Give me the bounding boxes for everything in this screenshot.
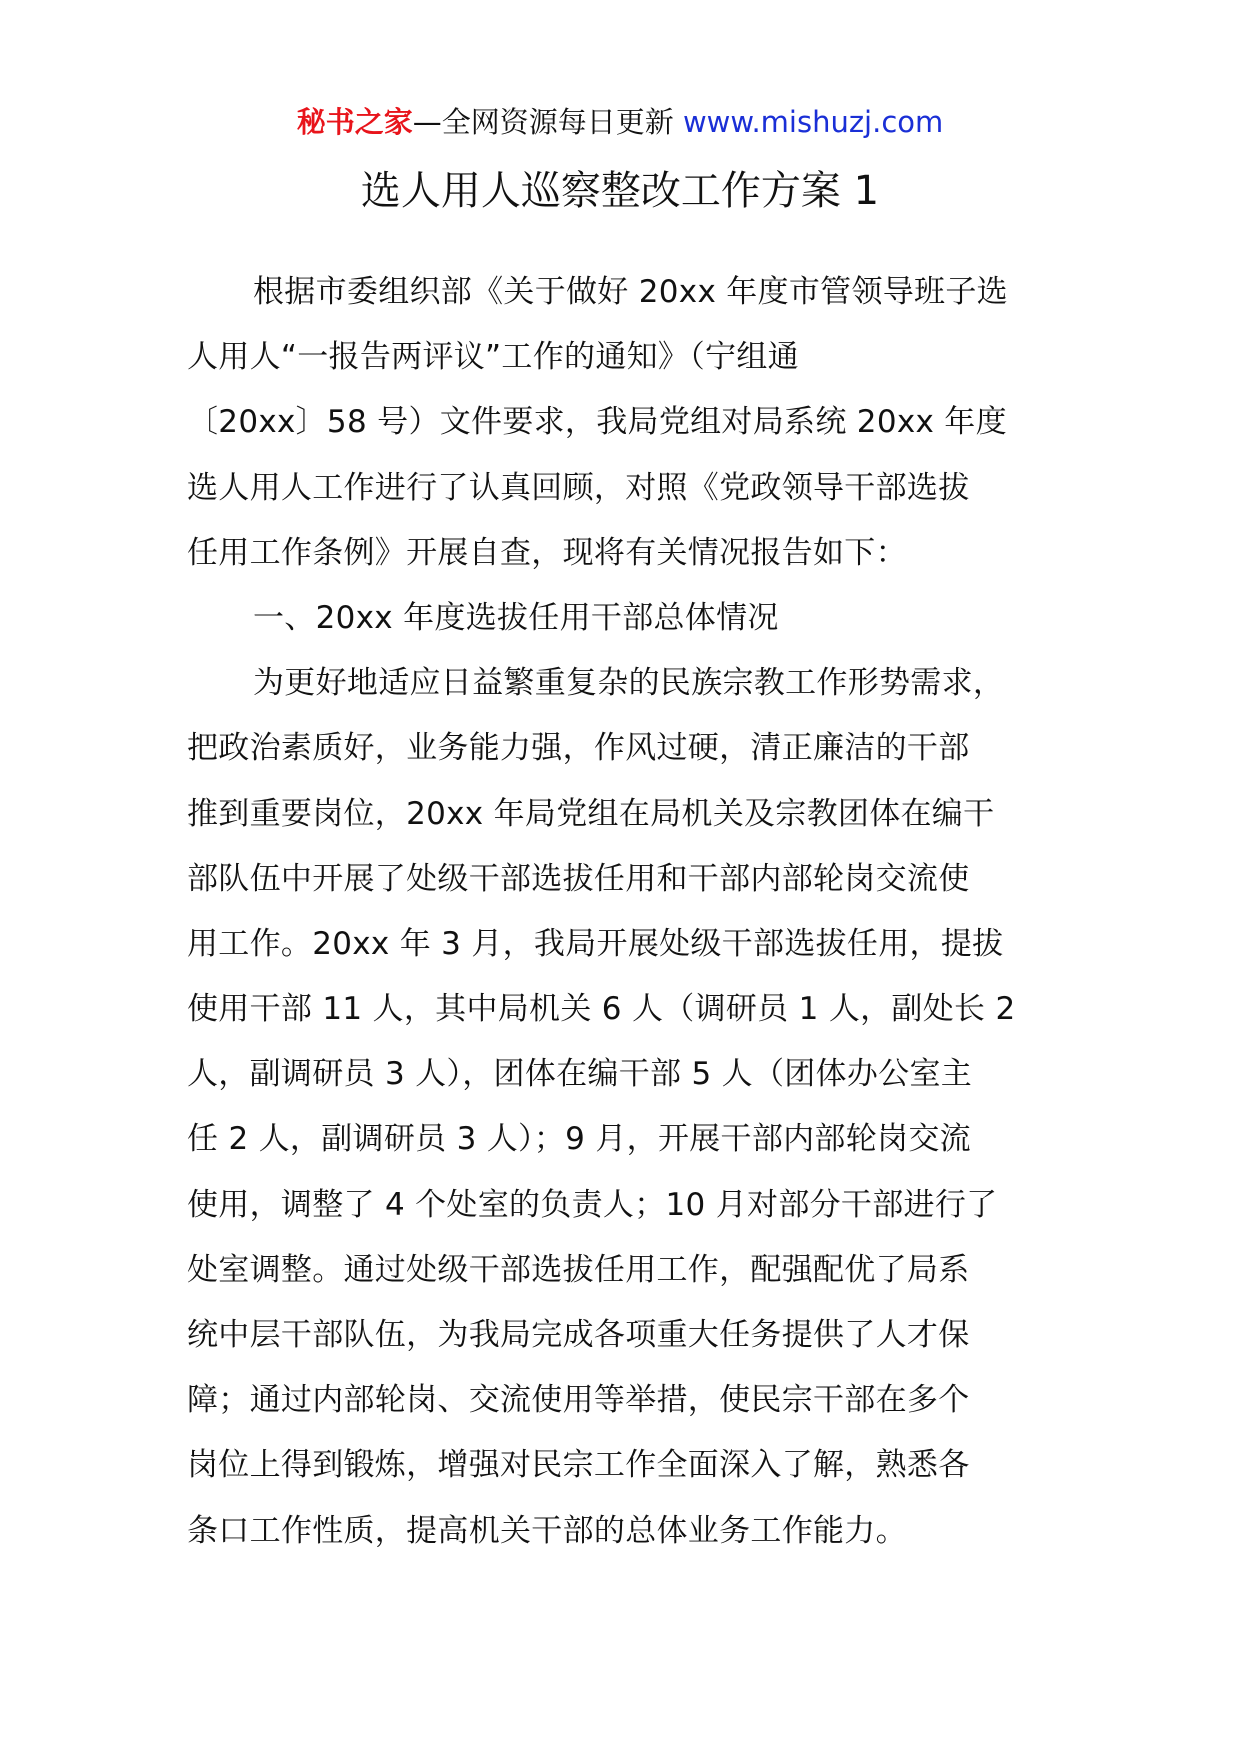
paragraph-line: 障；通过内部轮岗、交流使用等举措，使民宗干部在多个 bbox=[187, 1382, 970, 1419]
paragraph-line: 〔20xx〕58 号）文件要求，我局党组对局系统 20xx 年度 bbox=[187, 404, 1007, 441]
paragraph-line: 选人用人工作进行了认真回顾，对照《党政领导干部选拔 bbox=[187, 469, 970, 506]
paragraph-line: 人，副调研员 3 人），团体在编干部 5 人（团体办公室主 bbox=[187, 1056, 973, 1093]
paragraph-line: 用工作。20xx 年 3 月，我局开展处级干部选拔任用，提拔 bbox=[187, 925, 1004, 962]
paragraph-line: 条口工作性质，提高机关干部的总体业务工作能力。 bbox=[187, 1512, 907, 1549]
paragraph-line: 人用人“一报告两评议”工作的通知》（宁组通 bbox=[187, 339, 799, 376]
site-url[interactable]: www.mishuzj.com bbox=[682, 105, 944, 139]
paragraph-line: 统中层干部队伍，为我局完成各项重大任务提供了人才保 bbox=[187, 1317, 970, 1353]
paragraph-line: 使用干部 11 人，其中局机关 6 人（调研员 1 人，副处长 2 bbox=[187, 991, 1016, 1028]
brand-name: 秘书之家 bbox=[296, 105, 413, 139]
section-heading: 一、20xx 年度选拔任用干部总体情况 bbox=[253, 599, 779, 636]
header-slogan: —全网资源每日更新 bbox=[412, 105, 674, 139]
paragraph-line: 任用工作条例》开展自查，现将有关情况报告如下： bbox=[187, 534, 907, 571]
site-header bbox=[0, 102, 1240, 142]
paragraph-line: 部队伍中开展了处级干部选拔任用和干部内部轮岗交流使 bbox=[187, 860, 970, 897]
paragraph-line: 把政治素质好，业务能力强，作风过硬，清正廉洁的干部 bbox=[187, 730, 970, 767]
paragraph-line: 使用，调整了 4 个处室的负责人；10 月对部分干部进行了 bbox=[187, 1186, 998, 1223]
paragraph-line: 推到重要岗位，20xx 年局党组在局机关及宗教团体在编干 bbox=[187, 795, 995, 832]
paragraph-line: 根据市委组织部《关于做好 20xx 年度市管领导班子选 bbox=[253, 274, 1008, 310]
paragraph-line: 岗位上得到锻炼，增强对民宗工作全面深入了解，熟悉各 bbox=[187, 1447, 970, 1484]
document-body bbox=[187, 260, 1062, 1564]
paragraph-line: 处室调整。通过处级干部选拔任用工作，配强配优了局系 bbox=[187, 1251, 970, 1288]
document-title: 选人用人巡察整改工作方案 1 bbox=[360, 168, 880, 214]
paragraph-line: 为更好地适应日益繁重复杂的民族宗教工作形势需求， bbox=[253, 665, 1005, 702]
paragraph-line: 任 2 人，副调研员 3 人）；9 月，开展干部内部轮岗交流 bbox=[187, 1121, 971, 1158]
